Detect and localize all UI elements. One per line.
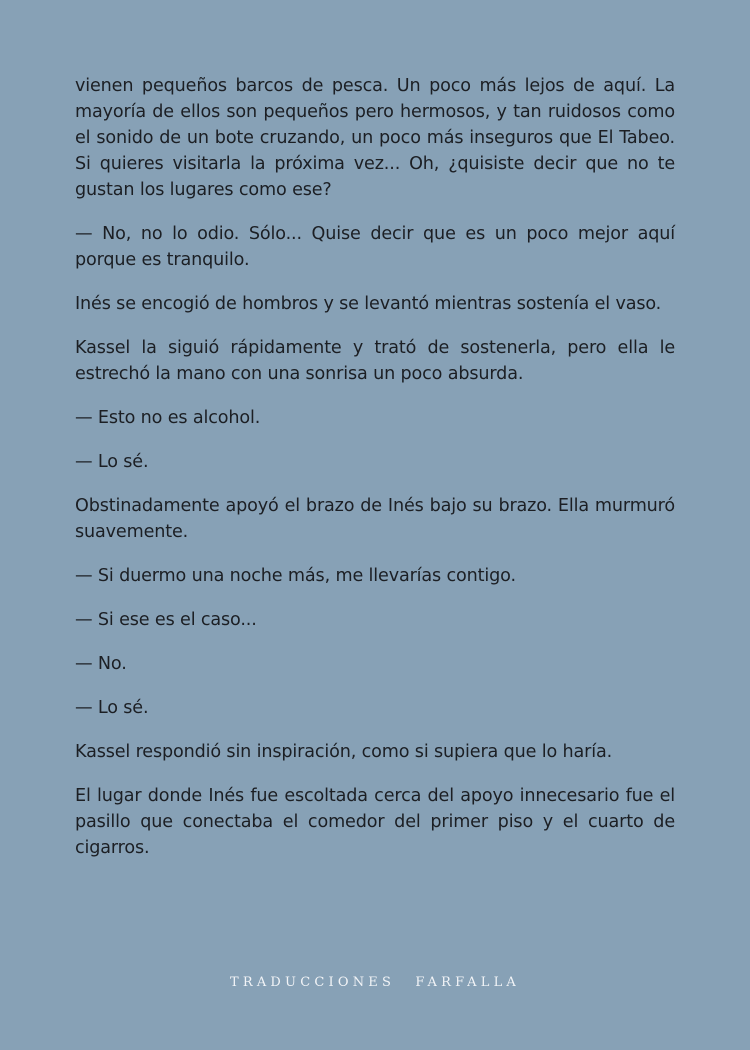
dialogue-line: — Lo sé. [75,452,149,472]
paragraph: Kassel la siguió rápidamente y trató de sostenerla, pero ella le estrechó la mano con una sonrisa un poco absurda. [75,338,675,384]
paragraph: vienen pequeños barcos de pesca. Un poco más lejos de aquí. La mayoría de ellos son pequeños pero hermosos, y tan ruidosos como el sonido de un bote cruzando, un poco más inseguros que El Tabeo. Si quieres visitarla la próxima vez... Oh, ¿quisiste decir que no te gustan los lugares como ese? [75,76,675,200]
translator-credit: TRADUCCIONES FARFALLA [229,975,520,990]
dialogue-line: — No, no lo odio. Sólo... Quise decir que es un poco mejor aquí porque es tranquilo. [75,224,675,270]
dialogue-line: — Esto no es alcohol. [75,408,261,428]
dialogue-line: — Lo sé. [75,698,149,718]
dialogue-line: — Si ese es el caso... [75,610,257,630]
paragraph: Kassel respondió sin inspiración, como si supiera que lo haría. [75,742,613,762]
paragraph: Inés se encogió de hombros y se levantó mientras sostenía el vaso. [75,294,662,314]
dialogue-line: — No. [75,654,127,674]
dialogue-line: — Si duermo una noche más, me llevarías contigo. [75,566,516,586]
page-body [75,73,675,879]
paragraph: El lugar donde Inés fue escoltada cerca del apoyo innecesario fue el pasillo que conectaba el comedor del primer piso y el cuarto de cigarros. [75,786,675,858]
paragraph: Obstinadamente apoyó el brazo de Inés bajo su brazo. Ella murmuró suavemente. [75,496,675,542]
